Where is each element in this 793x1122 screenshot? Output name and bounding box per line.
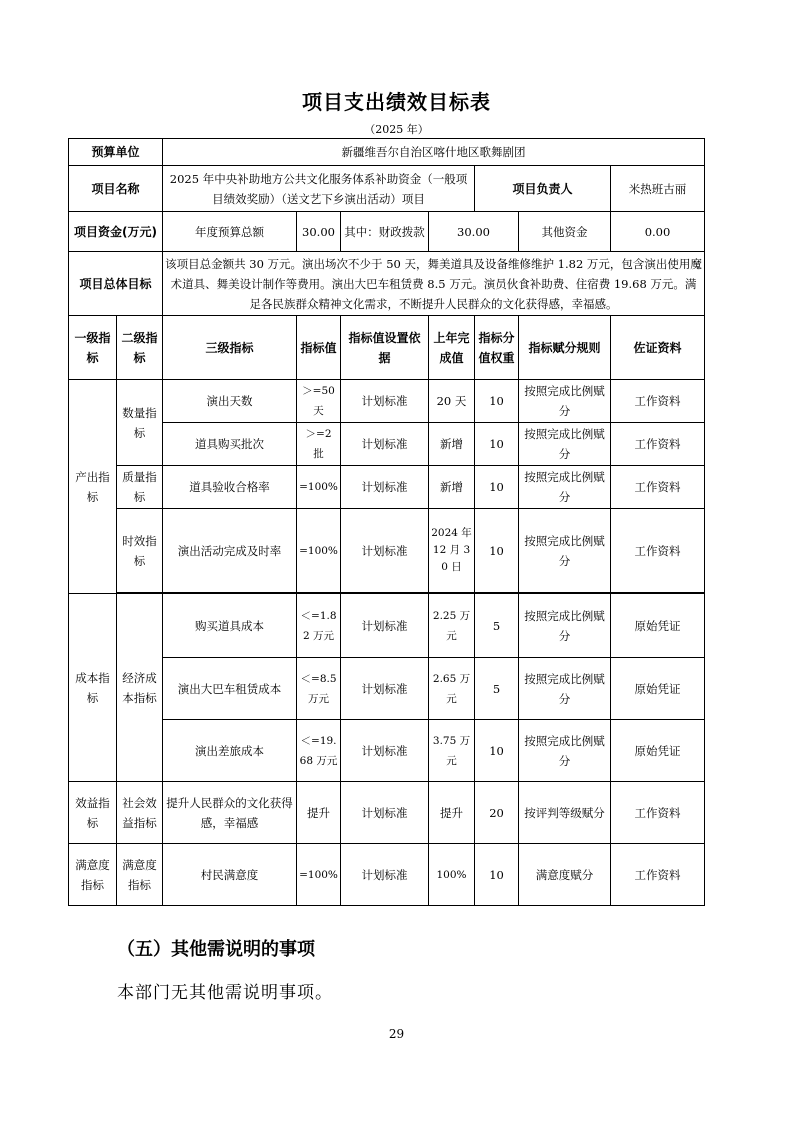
indicator-last-year: 新增 xyxy=(429,423,475,466)
header-level3: 三级指标 xyxy=(163,316,297,380)
indicator-rule: 按照完成比例赋分 xyxy=(519,509,611,593)
indicator-name: 演出天数 xyxy=(163,380,297,423)
indicator-rule: 满意度赋分 xyxy=(519,844,611,906)
indicator-rule: 按照完成比例赋分 xyxy=(519,380,611,423)
section-text: 本部门无其他需说明事项。 xyxy=(117,983,333,1003)
indicator-weight: 10 xyxy=(475,466,519,509)
indicator-basis: 计划标准 xyxy=(341,466,429,509)
indicator-basis: 计划标准 xyxy=(341,509,429,593)
header-rule: 指标赋分规则 xyxy=(519,316,611,380)
indicator-weight: 10 xyxy=(475,844,519,906)
section-title: （五）其他需说明的事项 xyxy=(117,939,315,960)
table-row xyxy=(69,594,705,658)
project-name-value: 2025 年中央补助地方公共文化服务体系补助资金（一般项目绩效奖励）（送文艺下乡演出活动）项目 xyxy=(163,166,475,212)
indicator-weight: 10 xyxy=(475,509,519,593)
indicator-name: 提升人民群众的文化获得感，幸福感 xyxy=(163,782,297,844)
indicator-basis: 计划标准 xyxy=(341,658,429,720)
indicator-value: ＜=1.82 万元 xyxy=(297,594,341,658)
header-basis: 指标值设置依据 xyxy=(341,316,429,380)
indicator-value: ＞=2 批 xyxy=(297,423,341,466)
indicator-rule: 按照完成比例赋分 xyxy=(519,594,611,658)
indicator-weight: 5 xyxy=(475,594,519,658)
group-satisfaction: 满意度指标 xyxy=(69,844,117,906)
table-row xyxy=(69,509,705,593)
indicator-value: ＜=8.5 万元 xyxy=(297,658,341,720)
indicator-last-year: 2.65 万元 xyxy=(429,658,475,720)
indicator-name: 道具验收合格率 xyxy=(163,466,297,509)
indicator-rule: 按照完成比例赋分 xyxy=(519,658,611,720)
indicator-evidence: 工作资料 xyxy=(611,423,705,466)
indicator-last-year: 20 天 xyxy=(429,380,475,423)
annual-budget-value: 30.00 xyxy=(297,212,341,252)
table-row xyxy=(69,844,705,906)
indicator-last-year: 2.25 万元 xyxy=(429,594,475,658)
indicator-basis: 计划标准 xyxy=(341,380,429,423)
header-level2: 二级指标 xyxy=(117,316,163,380)
indicator-weight: 10 xyxy=(475,380,519,423)
budget-unit-value: 新疆维吾尔自治区喀什地区歌舞剧团 xyxy=(163,139,705,166)
indicator-rule: 按评判等级赋分 xyxy=(519,782,611,844)
budget-unit-label: 预算单位 xyxy=(69,139,163,166)
indicator-evidence: 工作资料 xyxy=(611,380,705,423)
indicator-name: 道具购买批次 xyxy=(163,423,297,466)
group-benefit: 效益指标 xyxy=(69,782,117,844)
group-social-benefit: 社会效益指标 xyxy=(117,782,163,844)
indicator-name: 演出差旅成本 xyxy=(163,720,297,782)
indicator-last-year: 2024 年 12 月 30 日 xyxy=(429,509,475,593)
indicator-rule: 按照完成比例赋分 xyxy=(519,423,611,466)
header-evidence: 佐证资料 xyxy=(611,316,705,380)
indicator-value: =100% xyxy=(297,844,341,906)
header-weight: 指标分值权重 xyxy=(475,316,519,380)
performance-table xyxy=(68,138,705,906)
indicator-evidence: 工作资料 xyxy=(611,466,705,509)
table-row xyxy=(69,423,705,466)
indicator-value: =100% xyxy=(297,466,341,509)
indicator-last-year: 提升 xyxy=(429,782,475,844)
indicator-value: ＞=50 天 xyxy=(297,380,341,423)
indicator-basis: 计划标准 xyxy=(341,782,429,844)
group-cost: 成本指标 xyxy=(69,594,117,782)
indicator-value: =100% xyxy=(297,509,341,593)
group-timeliness: 时效指标 xyxy=(117,509,163,593)
table-row xyxy=(69,720,705,782)
funds-label: 项目资金(万元) xyxy=(69,212,163,252)
indicator-evidence: 工作资料 xyxy=(611,509,705,593)
indicator-name: 演出活动完成及时率 xyxy=(163,509,297,593)
indicator-rule: 按照完成比例赋分 xyxy=(519,720,611,782)
group-economic-cost: 经济成本指标 xyxy=(117,594,163,782)
indicator-weight: 5 xyxy=(475,658,519,720)
project-leader-label: 项目负责人 xyxy=(475,166,611,212)
year-label: （2025 年） xyxy=(364,123,429,136)
indicator-value: ＜=19.68 万元 xyxy=(297,720,341,782)
indicator-evidence: 工作资料 xyxy=(611,782,705,844)
header-value: 指标值 xyxy=(297,316,341,380)
other-funds-label: 其他资金 xyxy=(519,212,611,252)
project-name-label: 项目名称 xyxy=(69,166,163,212)
indicator-weight: 20 xyxy=(475,782,519,844)
indicator-weight: 10 xyxy=(475,720,519,782)
indicator-last-year: 新增 xyxy=(429,466,475,509)
indicator-name: 购买道具成本 xyxy=(163,594,297,658)
indicator-last-year: 3.75 万元 xyxy=(429,720,475,782)
group-quality: 质量指标 xyxy=(117,466,163,509)
indicator-weight: 10 xyxy=(475,423,519,466)
table-row xyxy=(69,466,705,509)
header-level1: 一级指标 xyxy=(69,316,117,380)
page-title: 项目支出绩效目标表 xyxy=(302,90,491,114)
fiscal-value: 30.00 xyxy=(429,212,519,252)
indicator-last-year: 100% xyxy=(429,844,475,906)
indicator-name: 演出大巴车租赁成本 xyxy=(163,658,297,720)
table-row xyxy=(69,658,705,720)
indicator-basis: 计划标准 xyxy=(341,594,429,658)
overall-goal-label: 项目总体目标 xyxy=(69,252,163,316)
indicator-evidence: 原始凭证 xyxy=(611,720,705,782)
indicator-basis: 计划标准 xyxy=(341,844,429,906)
overall-goal-text: 该项目总金额共 30 万元。演出场次不少于 50 天，舞美道具及设备维修维护 1.82 万元，包含演出使用魔术道具、舞美设计制作等费用。演出大巴车租赁费 8.5 万元。演员伙食补助费、住宿费 19.68 万元。满足各民族群众精神文化需求，不断提升人民群众的文化获得感，幸福感。 xyxy=(163,252,705,316)
group-output: 产出指标 xyxy=(69,380,117,594)
indicator-name: 村民满意度 xyxy=(163,844,297,906)
page-number: 29 xyxy=(388,1027,405,1041)
table-row xyxy=(69,782,705,844)
table-row xyxy=(69,380,705,423)
other-funds-value: 0.00 xyxy=(611,212,705,252)
indicator-evidence: 原始凭证 xyxy=(611,594,705,658)
group-satisfaction-sub: 满意度指标 xyxy=(117,844,163,906)
project-leader-value: 米热班古丽 xyxy=(611,166,705,212)
indicator-evidence: 工作资料 xyxy=(611,844,705,906)
fiscal-label: 其中：财政拨款 xyxy=(341,212,429,252)
indicator-evidence: 原始凭证 xyxy=(611,658,705,720)
annual-budget-label: 年度预算总额 xyxy=(163,212,297,252)
indicator-basis: 计划标准 xyxy=(341,423,429,466)
header-last-year: 上年完成值 xyxy=(429,316,475,380)
indicator-value: 提升 xyxy=(297,782,341,844)
group-quantity: 数量指标 xyxy=(117,380,163,466)
indicator-rule: 按照完成比例赋分 xyxy=(519,466,611,509)
indicator-basis: 计划标准 xyxy=(341,720,429,782)
